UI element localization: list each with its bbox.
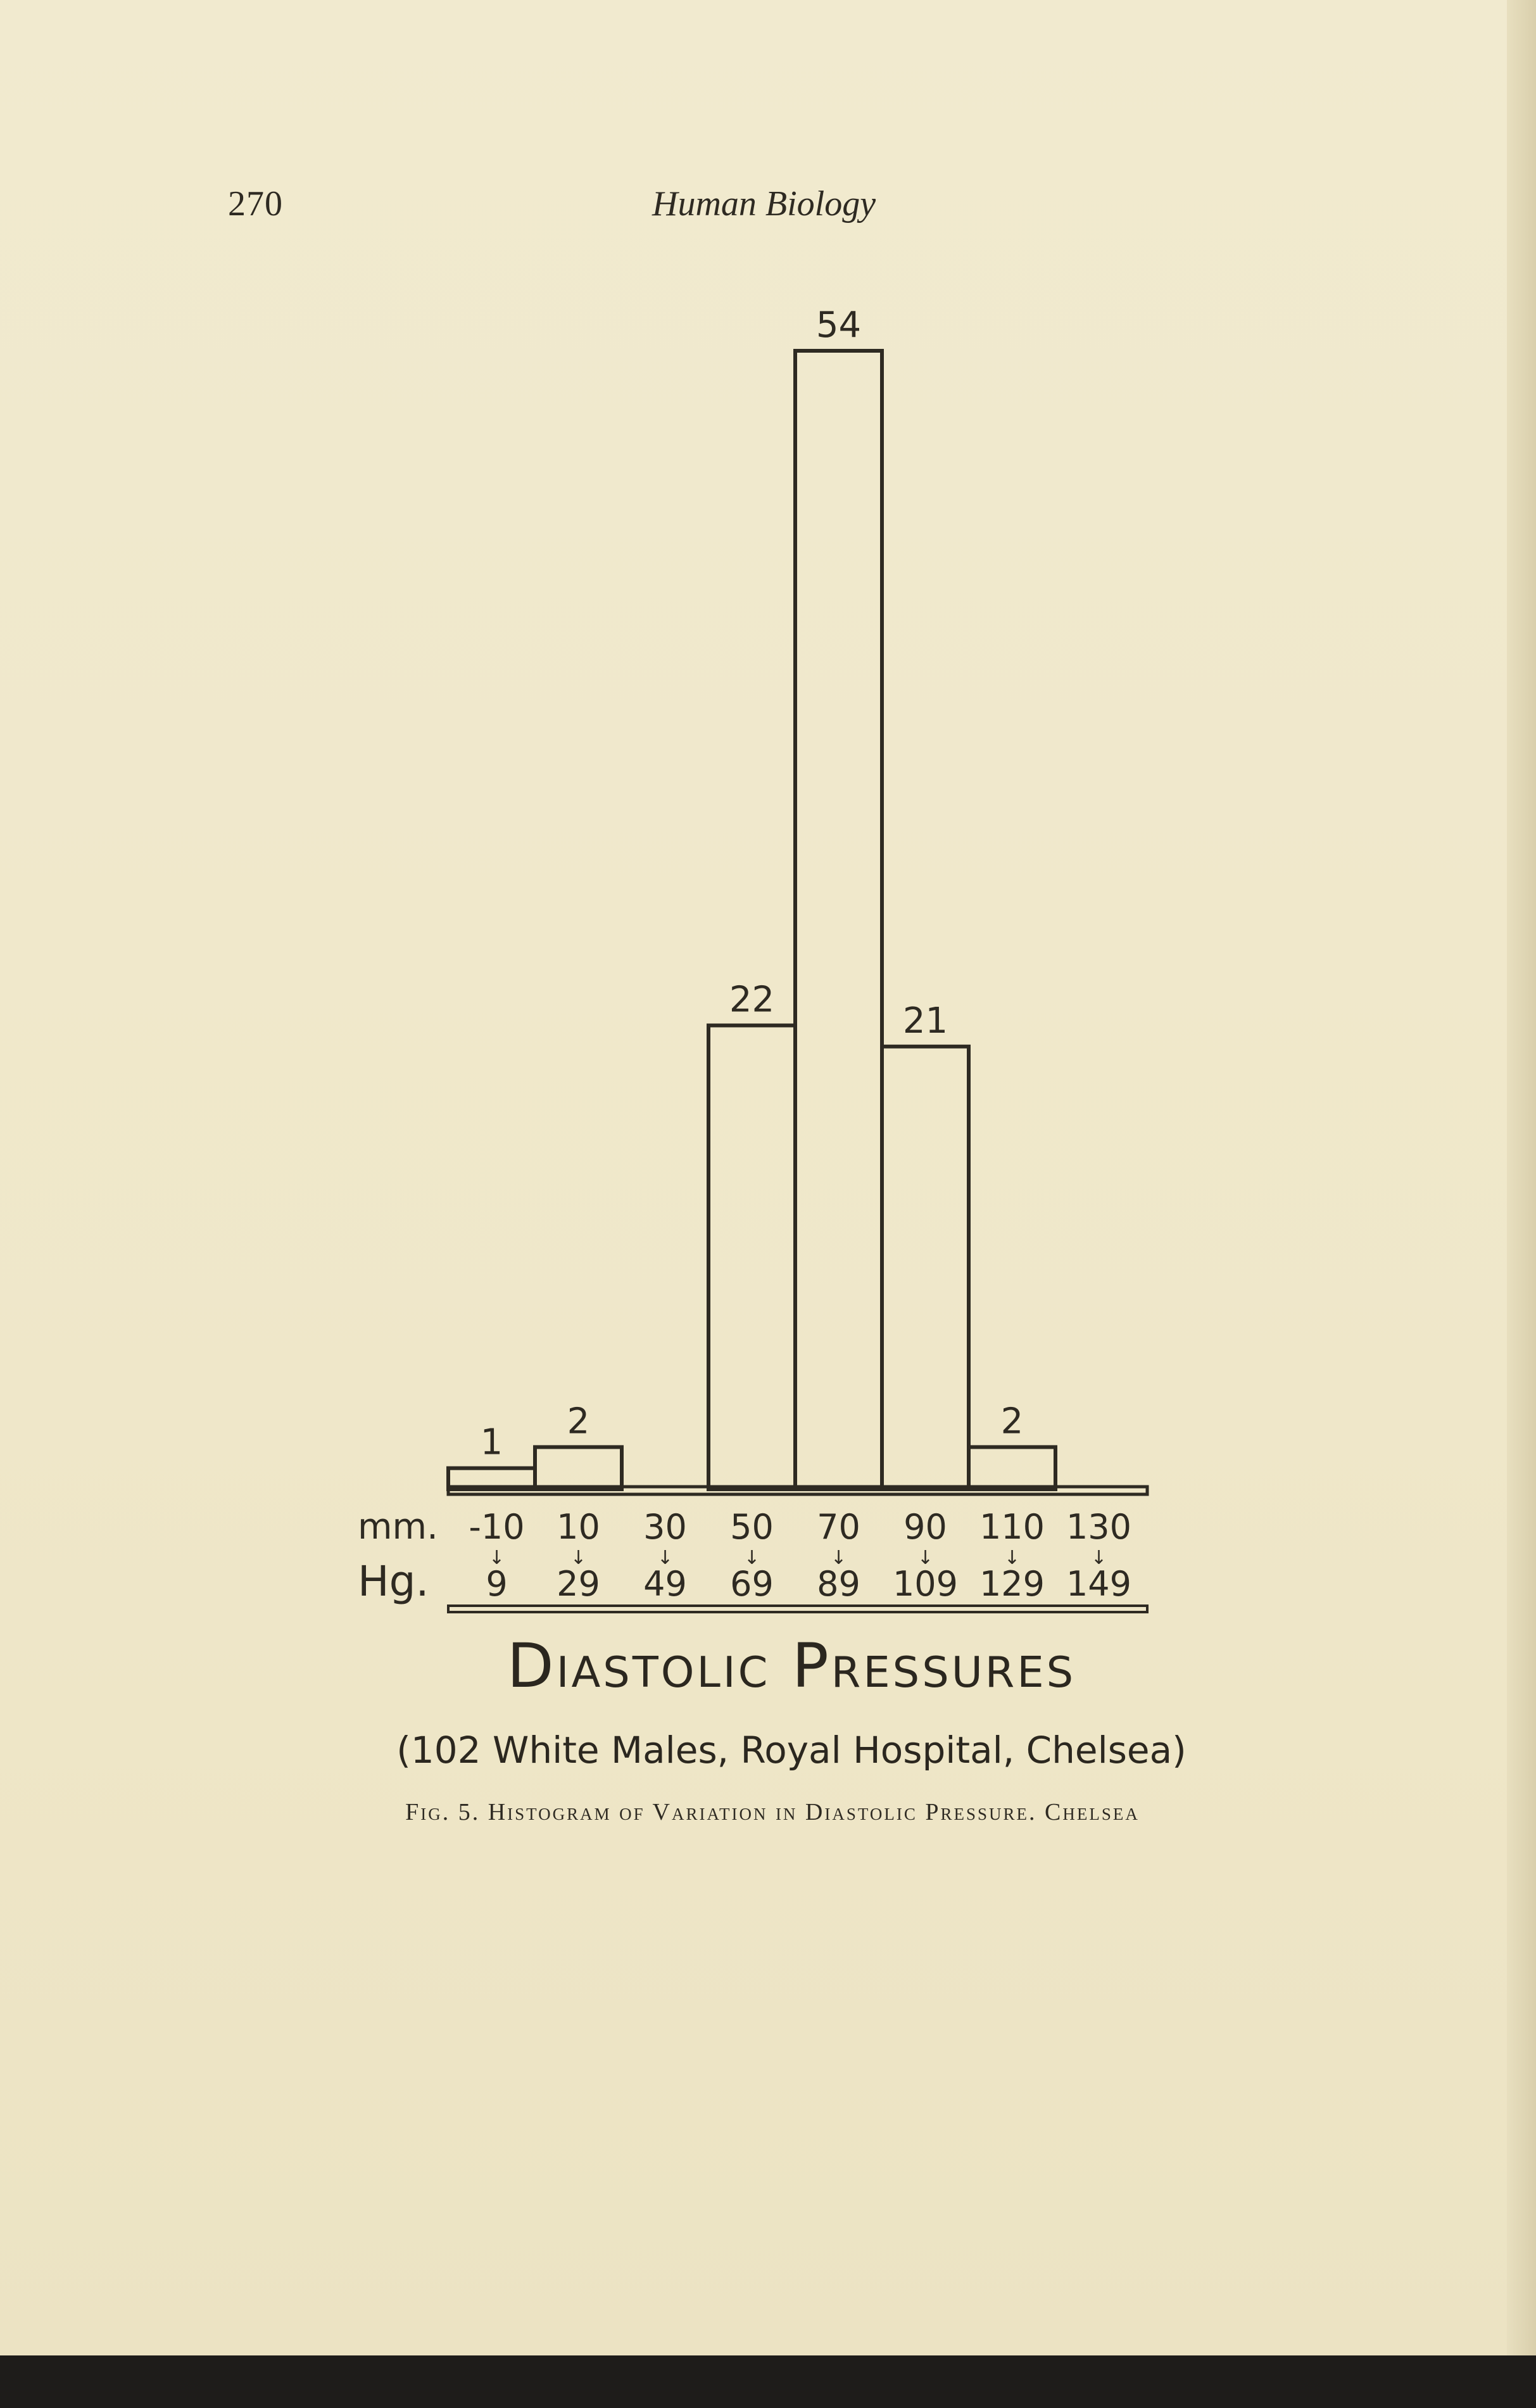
chart-subtitle: (102 White Males, Royal Hospital, Chelsea) xyxy=(396,1729,1187,1772)
tick-label-upper-1: 29 xyxy=(557,1564,600,1604)
bar-3 xyxy=(708,1025,795,1489)
figure-caption: Fig. 5. Histogram of Variation in Diastolic Pressure. Chelsea xyxy=(405,1799,1140,1825)
tick-label-upper-6: 129 xyxy=(979,1564,1045,1604)
bar-4 xyxy=(795,351,882,1489)
tick-arrow-icon: ↓ xyxy=(917,1547,934,1569)
bars-layer xyxy=(448,351,1055,1489)
axis-layer xyxy=(358,1487,1147,1612)
value-label-6: 2 xyxy=(1000,1401,1024,1442)
tick-arrow-icon: ↓ xyxy=(570,1547,587,1569)
tick-arrow-icon: ↓ xyxy=(657,1547,674,1569)
tick-label-lower-4: 70 xyxy=(817,1507,860,1547)
running-title: Human Biology xyxy=(652,184,876,224)
chart-title: Diastolic Pressures xyxy=(507,1630,1076,1701)
bar-5 xyxy=(882,1047,969,1489)
page-number: 270 xyxy=(228,184,283,224)
value-label-4: 54 xyxy=(815,305,862,346)
tick-label-lower-5: 90 xyxy=(903,1507,947,1547)
tick-label-upper-2: 49 xyxy=(643,1564,687,1604)
tick-label-lower-6: 110 xyxy=(979,1507,1045,1547)
value-label-0: 1 xyxy=(480,1421,503,1463)
tick-label-lower-2: 30 xyxy=(643,1507,687,1547)
tick-label-lower-0: -10 xyxy=(469,1507,525,1547)
tick-arrow-icon: ↓ xyxy=(488,1547,505,1569)
value-labels-layer xyxy=(481,305,1024,1463)
tick-arrow-icon: ↓ xyxy=(1004,1547,1021,1569)
tick-label-lower-3: 50 xyxy=(730,1507,774,1547)
x-unit-label-mm: mm. xyxy=(358,1506,438,1548)
tick-label-upper-4: 89 xyxy=(817,1564,860,1604)
tick-label-upper-5: 109 xyxy=(892,1564,959,1604)
tick-underline xyxy=(448,1606,1147,1612)
tick-label-upper-3: 69 xyxy=(730,1564,774,1604)
value-label-1: 2 xyxy=(567,1401,590,1442)
tick-arrow-icon: ↓ xyxy=(1090,1547,1107,1569)
x-unit-label-hg: Hg. xyxy=(358,1557,429,1606)
bar-1 xyxy=(535,1447,622,1489)
bar-6 xyxy=(969,1447,1055,1489)
tick-label-lower-1: 10 xyxy=(557,1507,600,1547)
tick-arrow-icon: ↓ xyxy=(743,1547,760,1569)
tick-label-lower-7: 130 xyxy=(1066,1507,1132,1547)
tick-arrow-icon: ↓ xyxy=(830,1547,847,1569)
tick-label-upper-7: 149 xyxy=(1066,1564,1132,1604)
value-label-5: 21 xyxy=(902,1000,948,1042)
value-label-3: 22 xyxy=(729,979,775,1021)
tick-label-upper-0: 9 xyxy=(486,1564,508,1604)
